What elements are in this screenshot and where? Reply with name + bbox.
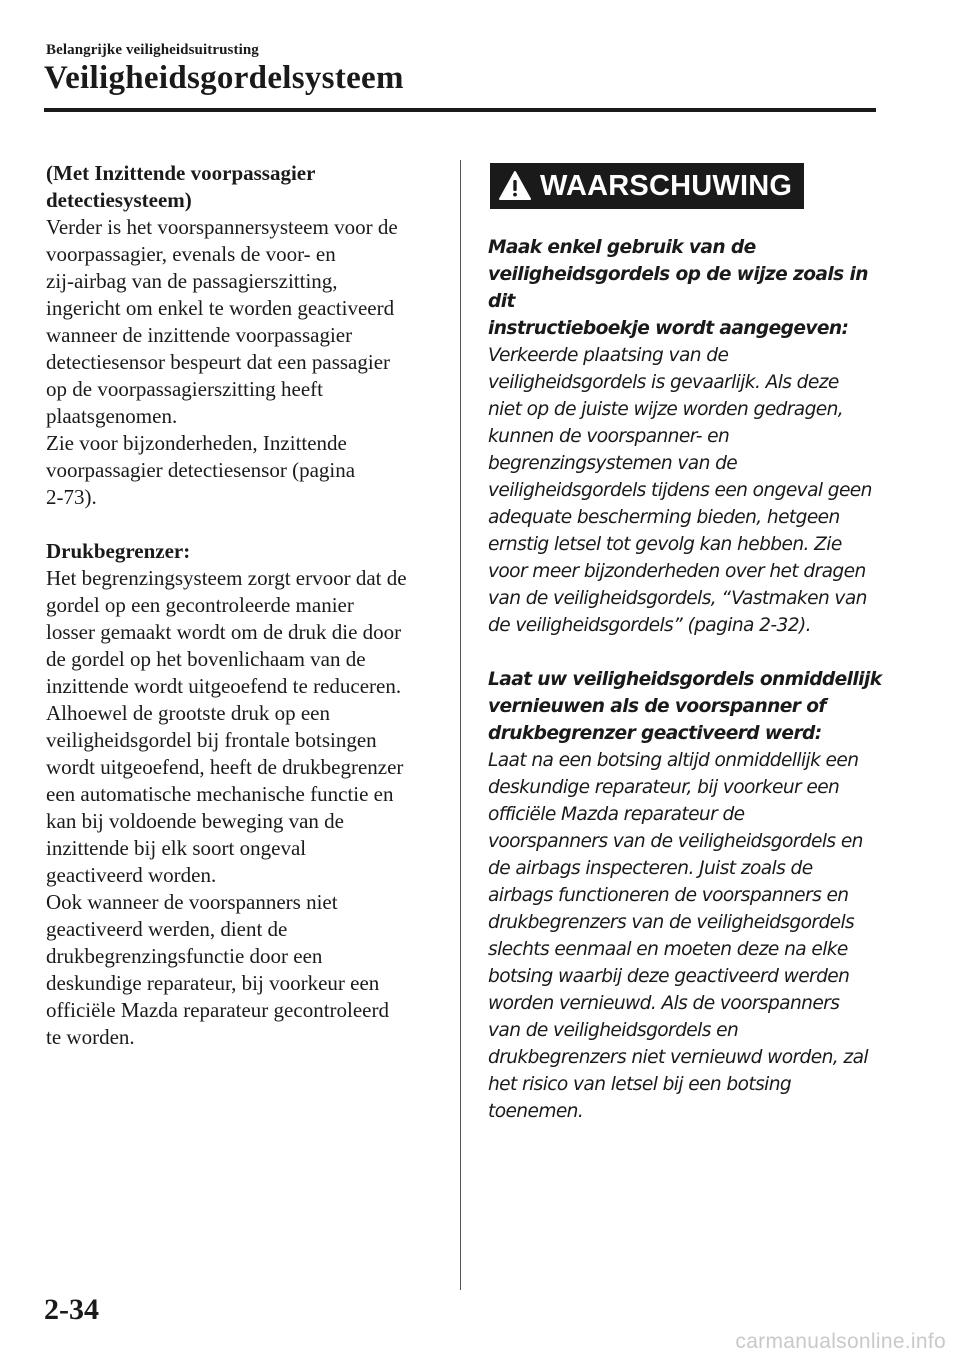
- text-line: kan bij voldoende beweging van de: [46, 809, 344, 833]
- text-line: deskundige reparateur, bij voorkeur een: [46, 971, 380, 995]
- heading-line: detectiesysteem): [46, 188, 192, 212]
- text-line: drukbegrenzer geactiveerd werd:: [488, 723, 822, 744]
- text-line: begrenzingsystemen van de: [488, 453, 738, 474]
- warning-banner: [490, 163, 804, 209]
- text-line: veiligheidsgordels is gevaarlijk. Als deze: [488, 372, 839, 393]
- text-line: van de veiligheidsgordels en: [488, 1020, 739, 1041]
- text-line: adequate bescherming bieden, hetgeen: [488, 507, 840, 528]
- text-line: Zie voor bijzonderheden, Inzittende: [46, 431, 347, 455]
- text-line: vernieuwen als de voorspanner of: [488, 696, 826, 717]
- text-line: veiligheidsgordel bij frontale botsingen: [46, 728, 377, 752]
- text-line: Alhoewel de grootste druk op een: [46, 701, 331, 725]
- text-line: wordt uitgeoefend, heeft de drukbegrenzer: [46, 755, 404, 779]
- text-line: toenemen.: [488, 1101, 584, 1122]
- left-column: [46, 160, 446, 1051]
- text-line: Maak enkel gebruik van de: [488, 237, 756, 258]
- text-line: plaatsgenomen.: [46, 404, 178, 428]
- page-title: Veiligheidsgordelsysteem: [44, 60, 404, 96]
- text-line: kunnen de voorspanner- en: [488, 426, 730, 447]
- text-line: voorspanners van de veiligheidsgordels en: [488, 831, 863, 852]
- text-line: veiligheidsgordels tijdens een ongeval geen: [488, 480, 872, 501]
- text-line: ernstig letsel tot gevolg kan hebben. Zie: [488, 534, 842, 555]
- text-line: het risico van letsel bij een botsing: [488, 1074, 792, 1095]
- text-line: veiligheidsgordels op de wijze zoals in dit: [488, 264, 868, 312]
- text-line: gordel op een gecontroleerde manier: [46, 593, 354, 617]
- text-line: 2-73).: [46, 485, 97, 509]
- warning-triangle-icon: [498, 169, 532, 203]
- watermark: carmanualsonline.info: [735, 1330, 946, 1353]
- text-line: inzittende wordt uitgeoefend te reduceren.: [46, 674, 402, 698]
- text-line: Laat na een botsing altijd onmiddellijk een: [488, 750, 859, 771]
- paragraph-occupant-detection: [46, 214, 446, 511]
- heading-occupant-detection: [46, 160, 446, 214]
- column-divider: [460, 160, 461, 1290]
- text-line: inzittende bij elk soort ongeval: [46, 836, 307, 860]
- warning-heading-usage: [488, 234, 888, 342]
- title-rule: [44, 108, 876, 112]
- text-line: deskundige reparateur, bij voorkeur een: [488, 777, 840, 798]
- text-line: de veiligheidsgordels” (pagina 2-32).: [488, 615, 811, 636]
- text-line: slechts eenmaal en moeten deze na elke: [488, 939, 848, 960]
- heading-drukbegrenzer: Drukbegrenzer:: [46, 539, 191, 563]
- text-line: ingericht om enkel te worden geactiveerd: [46, 296, 395, 320]
- section-label: Belangrijke veiligheidsuitrusting: [46, 42, 259, 58]
- text-line: detectiesensor bespeurt dat een passagier: [46, 350, 391, 374]
- warning-label: WAARSCHUWING: [540, 169, 793, 202]
- text-line: een automatische mechanische functie en: [46, 782, 394, 806]
- text-line: drukbegrenzers niet vernieuwd worden, zal: [488, 1047, 868, 1068]
- text-line: voorpassagier detectiesensor (pagina: [46, 458, 356, 482]
- text-line: van de veiligheidsgordels, “Vastmaken van: [488, 588, 867, 609]
- warning-heading-replace: [488, 666, 888, 747]
- text-line: Ook wanneer de voorspanners niet: [46, 890, 338, 914]
- warning-body: [488, 234, 888, 1125]
- warning-paragraph-replace: [488, 747, 888, 1125]
- text-line: te worden.: [46, 1025, 135, 1049]
- text-line: drukbegrenzers van de veiligheidsgordels: [488, 912, 855, 933]
- text-line: airbags functioneren de voorspanners en: [488, 885, 849, 906]
- text-line: op de voorpassagierszitting heeft: [46, 377, 323, 401]
- text-line: Het begrenzingsysteem zorgt ervoor dat de: [46, 566, 407, 590]
- text-line: Laat uw veiligheidsgordels onmiddellijk: [488, 669, 882, 690]
- text-line: voor meer bijzonderheden over het dragen: [488, 561, 866, 582]
- text-line: worden vernieuwd. Als de voorspanners: [488, 993, 840, 1014]
- text-line: Verkeerde plaatsing van de: [488, 345, 729, 366]
- text-line: de gordel op het bovenlichaam van de: [46, 647, 366, 671]
- text-line: niet op de juiste wijze worden gedragen,: [488, 399, 844, 420]
- paragraph-drukbegrenzer: [46, 565, 446, 1051]
- page-number: 2-34: [44, 1293, 99, 1326]
- text-line: botsing waarbij deze geactiveerd werden: [488, 966, 850, 987]
- text-line: de airbags inspecteren. Juist zoals de: [488, 858, 813, 879]
- heading-line: (Met Inzittende voorpassagier: [46, 161, 316, 185]
- text-line: drukbegrenzingsfunctie door een: [46, 944, 323, 968]
- warning-paragraph-usage: [488, 342, 888, 639]
- text-line: officiële Mazda reparateur gecontroleerd: [46, 998, 389, 1022]
- text-line: Verder is het voorspannersysteem voor de: [46, 215, 398, 239]
- text-line: geactiveerd werden, dient de: [46, 917, 288, 941]
- text-line: wanneer de inzittende voorpassagier: [46, 323, 353, 347]
- text-line: officiële Mazda reparateur de: [488, 804, 745, 825]
- text-line: zij-airbag van de passagierszitting,: [46, 269, 338, 293]
- text-line: losser gemaakt wordt om de druk die door: [46, 620, 402, 644]
- text-line: instructieboekje wordt aangegeven:: [488, 318, 849, 339]
- text-line: geactiveerd worden.: [46, 863, 217, 887]
- text-line: voorpassagier, evenals de voor- en: [46, 242, 336, 266]
